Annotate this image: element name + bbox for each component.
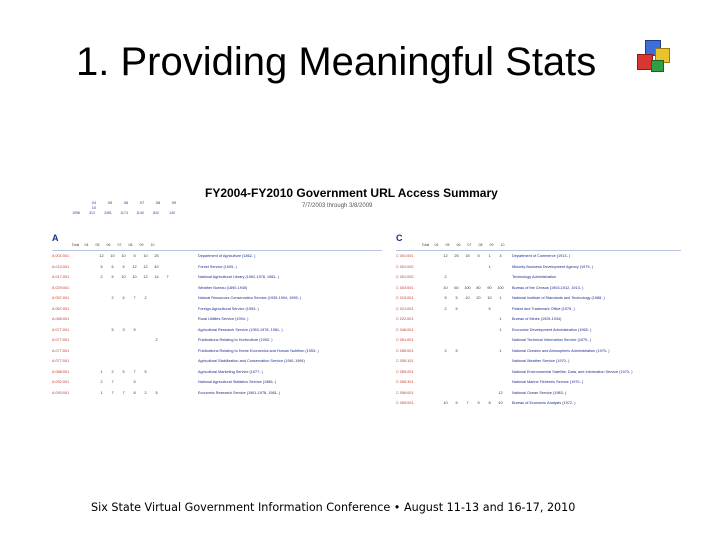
year-value: 1174 <box>120 211 128 215</box>
slide-footer: Six State Virtual Government Information Conference • August 11-13 and 16-17, 2010 <box>91 501 576 514</box>
count-cell: 5 <box>488 306 491 311</box>
agency-name: Bureau of Economic Analysis (1972- ) <box>512 401 576 405</box>
count-cell: 1 <box>488 264 491 269</box>
agency-name: Forest Service (1905- ) <box>198 264 237 269</box>
count-cell: 2 <box>144 390 147 395</box>
agency-name: National Ocean Service (1983- ) <box>512 390 567 395</box>
sudoc-code: A 068:001 <box>52 317 70 321</box>
agency-name: National Agricultural Statistics Service (1986- ) <box>198 380 277 384</box>
sudoc-code: C 059:001 <box>396 401 414 405</box>
sudoc-code: A 001:001 <box>52 254 70 258</box>
count-cell: 2 <box>111 296 114 300</box>
sudoc-code: C 013:001 <box>396 296 414 300</box>
year-label: 04 <box>91 200 97 205</box>
count-cell: 5 <box>455 306 458 311</box>
count-cell: 7 <box>466 401 469 405</box>
agency-name: National Agricultural Library (1962-1978, 1981- ) <box>198 275 280 279</box>
count-cell: 2 <box>444 275 447 279</box>
sudoc-code: A 077:001 <box>52 338 70 342</box>
agency-name: Patent and Trademark Office (1975- ) <box>512 306 575 311</box>
count-cell: 10 <box>110 254 115 258</box>
sudoc-code: A 057:001 <box>52 296 70 300</box>
col-header: 06 <box>456 243 461 247</box>
col-header: 08 <box>478 243 483 247</box>
count-cell: 5 <box>455 348 458 353</box>
count-cell: 100 <box>497 285 504 290</box>
count-cell: 5 <box>455 401 458 405</box>
count-cells <box>96 254 196 258</box>
agency-name: Economic Research Service (1961-1978, 1981- ) <box>198 390 281 395</box>
count-cell: 1 <box>100 390 103 395</box>
section-a-rule <box>52 250 382 251</box>
count-cell: 1 <box>499 348 502 353</box>
count-cell: 7 <box>133 296 136 300</box>
count-cell: 10 <box>443 401 448 405</box>
sudoc-code: C 022:001 <box>396 317 414 321</box>
count-cell: 10 <box>465 296 470 300</box>
sudoc-code: C 021:001 <box>396 306 414 311</box>
agency-name: National Environmental Satellite, Data, and Information Service (1970- ) <box>512 369 633 374</box>
sudoc-code: A 093:001 <box>52 390 70 395</box>
year-value: 842 <box>153 211 159 215</box>
year-label: 08 <box>155 200 161 205</box>
count-cell: 25 <box>154 254 159 258</box>
count-cell: 5 <box>477 254 480 258</box>
count-cell: 12 <box>143 275 148 279</box>
sudoc-code: C 051:001 <box>396 338 414 342</box>
count-cell: 3 <box>122 327 125 332</box>
sudoc-code: C 055:001 <box>396 348 414 353</box>
sudoc-code: C 001:002 <box>396 264 414 269</box>
count-cell: 10 <box>121 254 126 258</box>
count-cell: 5 <box>444 296 447 300</box>
section-c-letter: C <box>396 233 403 243</box>
year-label: 07 <box>139 200 145 205</box>
section-a-letter: A <box>52 233 59 243</box>
col-header: 05 <box>95 243 100 247</box>
col-header: 05 <box>445 243 450 247</box>
year-value: 2481 <box>104 211 112 215</box>
agency-name: National Technical Information Service (1970- ) <box>512 338 591 342</box>
agency-name: National Institute of Standards and Technology (1988- ) <box>512 296 605 300</box>
count-cells <box>96 338 196 342</box>
count-cells <box>96 328 196 332</box>
count-cell: 12 <box>132 264 137 269</box>
agency-name: Technology Administration <box>512 275 557 279</box>
count-cell: 5 <box>133 254 136 258</box>
count-cell: 1 <box>100 369 103 374</box>
year-value: 1140 <box>136 211 144 215</box>
agency-name: Bureau of the Census (1903-1912, 1913- ) <box>512 285 584 290</box>
col-header: 07 <box>467 243 472 247</box>
count-cell: 6 <box>111 264 114 269</box>
count-cells <box>96 286 196 290</box>
agency-name: Minority Business Development Agency (1979- ) <box>512 264 594 269</box>
col-header: 07 <box>117 243 122 247</box>
count-cell: 8 <box>488 401 491 405</box>
count-cell: 15 <box>465 254 470 258</box>
slide-title: 1. Providing Meaningful Stats <box>76 40 597 84</box>
count-cell: 1 <box>499 327 502 332</box>
col-header: 08 <box>128 243 133 247</box>
count-cell: 1 <box>499 317 502 321</box>
year-value: 140 <box>169 211 175 215</box>
agency-name: Bureau of Mines (1925-1934) <box>512 317 562 321</box>
col-header: Total <box>421 243 430 247</box>
agency-name: Department of Commerce (1913- ) <box>512 254 571 258</box>
year-value: 312 <box>89 211 95 215</box>
count-cell: 90 <box>487 285 492 290</box>
count-cells <box>96 296 196 300</box>
count-cells <box>96 317 196 321</box>
sudoc-code: C 046:001 <box>396 327 414 332</box>
count-cell: 2 <box>144 296 147 300</box>
count-cells <box>96 370 196 374</box>
section-c-rule <box>396 250 681 251</box>
col-header: 04 <box>434 243 439 247</box>
col-header: 04 <box>84 243 89 247</box>
sudoc-code: C 055:301 <box>396 380 414 384</box>
col-header: 06 <box>106 243 111 247</box>
agency-name: Agricultural Research Service (1953-1978, 1981- ) <box>198 327 283 332</box>
count-cells <box>96 307 196 311</box>
section-a-header <box>70 243 158 247</box>
count-cell: 4 <box>499 254 502 258</box>
count-cell: 100 <box>464 285 471 290</box>
agency-name: Publications Relating to Horticulture (1953- ) <box>198 338 273 342</box>
count-cell: 14 <box>154 275 159 279</box>
count-cell: 5 <box>477 401 480 405</box>
col-header: 09 <box>139 243 144 247</box>
count-cell: 2 <box>100 275 103 279</box>
sudoc-code: A 077:001 <box>52 327 70 332</box>
count-cell: 12 <box>99 254 104 258</box>
count-cells <box>96 349 196 353</box>
agency-name: National Marine Fisheries Service (1970- ) <box>512 380 584 384</box>
count-cell: 1 <box>488 254 491 258</box>
count-cell: 10 <box>498 401 503 405</box>
agency-name: National Weather Service (1970- ) <box>512 359 570 363</box>
col-header: 10 <box>150 243 155 247</box>
agency-name: Weather Bureau (1890-1940) <box>198 285 248 290</box>
sudoc-code: C 001:001 <box>396 254 414 258</box>
section-c-table <box>396 254 681 414</box>
sudoc-code: A 088:001 <box>52 369 70 374</box>
count-cell: 80 <box>476 285 481 290</box>
year-label-row <box>86 200 196 210</box>
count-cell: 10 <box>443 285 448 290</box>
sudoc-code: A 013:001 <box>52 264 70 269</box>
count-cell: 8 <box>133 390 136 395</box>
section-c-header <box>420 243 508 247</box>
count-cell: 7 <box>133 369 136 374</box>
count-cell: 4 <box>122 296 125 300</box>
count-cell: 60 <box>454 285 459 290</box>
count-cell: 5 <box>122 369 125 374</box>
count-cells <box>96 265 196 269</box>
count-cells <box>96 380 196 384</box>
sudoc-code: A 077:001 <box>52 359 70 363</box>
count-cell: 5 <box>122 264 125 269</box>
col-header: 09 <box>489 243 494 247</box>
count-cell: 5 <box>133 380 136 384</box>
year-label: 09 <box>171 200 177 205</box>
count-cell: 20 <box>476 296 481 300</box>
year-label: 05 <box>107 200 113 205</box>
count-cell: 7 <box>122 390 125 395</box>
year-value: 1998 <box>72 211 80 215</box>
agency-name: Publications Relating to Home Economics and Human Nutrition (1953- ) <box>198 348 319 353</box>
year-label: 06 <box>123 200 129 205</box>
report-title: FY2004-FY2010 Government URL Access Summary <box>205 186 498 200</box>
count-cell: 5 <box>455 296 458 300</box>
sudoc-code: A 077:001 <box>52 348 70 353</box>
count-cells <box>96 275 196 279</box>
count-cell: 5 <box>111 275 114 279</box>
agency-name: Foreign Agricultural Service (1953- ) <box>198 306 259 311</box>
sudoc-code: A 067:001 <box>52 306 70 311</box>
colored-blocks-icon <box>637 40 671 72</box>
count-cell: 2 <box>444 348 447 353</box>
col-header: 10 <box>500 243 505 247</box>
logo-block-green <box>651 60 664 72</box>
count-cell: 7 <box>111 380 114 384</box>
count-cell: 1 <box>499 296 502 300</box>
count-cell: 5 <box>144 369 147 374</box>
count-cell: 10 <box>143 254 148 258</box>
agency-name: National Oceanic and Atmospheric Administration (1970- ) <box>512 348 610 353</box>
count-cell: 5 <box>111 327 114 332</box>
sudoc-code: A 092:001 <box>52 380 70 384</box>
report-subtitle: 7/7/2003 through 3/8/2009 <box>302 203 373 209</box>
count-cell: 25 <box>454 254 459 258</box>
count-cells <box>96 391 196 395</box>
col-header: Total <box>71 243 80 247</box>
agency-name: Agricultural Stabilization and Conservation Service (1961-1994) <box>198 359 305 363</box>
count-cell: 2 <box>155 338 158 342</box>
sudoc-code: C 003:001 <box>396 285 414 290</box>
count-cells <box>96 359 196 363</box>
count-cell: 12 <box>143 264 148 269</box>
agency-name: Natural Resources Conservation Service (1935-1994, 1995- ) <box>198 296 302 300</box>
count-cell: 10 <box>121 275 126 279</box>
sudoc-code: C 055:101 <box>396 359 414 363</box>
count-cell: 5 <box>133 327 136 332</box>
sudoc-code: A 017:001 <box>52 275 70 279</box>
count-cell: 5 <box>155 390 158 395</box>
sudoc-code: C 055:201 <box>396 369 414 374</box>
count-cell: 2 <box>444 306 447 311</box>
section-a-table <box>52 254 382 414</box>
agency-name: Rural Utilities Service (1994- ) <box>198 317 249 321</box>
agency-name: Department of Agriculture (1862- ) <box>198 254 256 258</box>
sudoc-code: C 056:001 <box>396 390 414 395</box>
year-label: 10 <box>91 205 97 210</box>
count-cell: 10 <box>132 275 137 279</box>
count-cell: 5 <box>100 264 103 269</box>
count-cell: 2 <box>111 369 114 374</box>
count-cell: 12 <box>443 254 448 258</box>
sudoc-code: C 001:002 <box>396 275 414 279</box>
count-cell: 10 <box>487 296 492 300</box>
count-cell: 40 <box>154 264 159 269</box>
year-value-row <box>68 211 198 215</box>
count-cell: 12 <box>498 390 503 395</box>
count-cell: 2 <box>100 380 103 384</box>
count-cell: 7 <box>166 275 169 279</box>
agency-name: Agricultural Marketing Service (1977- ) <box>198 369 263 374</box>
sudoc-code: A 029:001 <box>52 285 70 290</box>
agency-name: Economic Development Administration (1965- ) <box>512 327 592 332</box>
count-cell: 7 <box>111 390 114 395</box>
